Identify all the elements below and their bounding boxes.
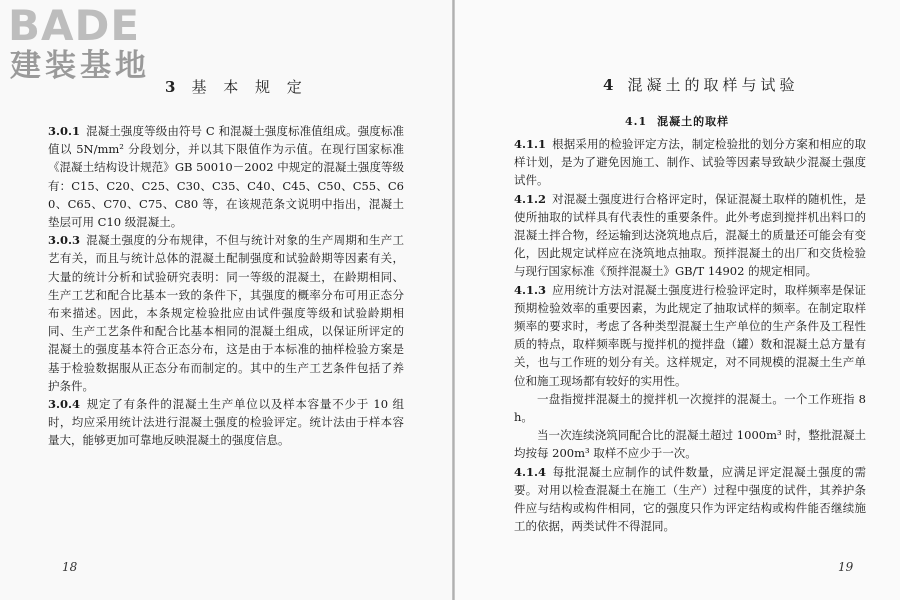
paragraph-text: 混凝土强度等级由符号 C 和混凝土强度标准值组成。强度标准值以 5N/mm² 分段划分，并以其下限值作为示值。在现行国家标准《混凝土结构设计规范》GB 50010－2002 中规定的混凝土强度等级有：C15、C20、C25、C30、C35、C40、C45、C50、C55、C60、C65、C70、C75、C80 等，在该规范条文说明中指出，混凝土垫层可用 C10 级混凝土。 (48, 124, 404, 230)
clause-number: 4.1.3 (514, 282, 547, 297)
paragraph (48, 122, 404, 231)
paragraph (514, 390, 866, 426)
paragraph (514, 426, 866, 462)
paragraph (514, 135, 866, 190)
paragraph-text: 当一次连续浇筑同配合比的混凝土超过 1000m³ 时，整批混凝土均按每 200m³ 取样不应少于一次。 (514, 428, 866, 461)
clause-number: 4.1.4 (514, 464, 547, 479)
paragraph-text: 每批混凝土应制作的试件数量，应满足评定混凝土强度的需要。对用以检查混凝土在施工（生产）过程中强度的试件，其养护条件应与结构或构件相同，它的强度只作为评定结构或构件能否继续施工的依据，两类试件不得混同。 (514, 464, 866, 534)
page-number-left: 18 (62, 560, 78, 574)
paragraph (514, 463, 866, 536)
chapter-heading-right (603, 74, 798, 95)
logo-latin-text: BADE (8, 1, 141, 50)
chapter-title: 混凝土的取样与试验 (627, 76, 799, 94)
paragraph (48, 231, 404, 395)
clause-number: 4.1.1 (514, 137, 547, 151)
paragraph-text: 规定了有条件的混凝土生产单位以及样本容量不少于 10 组时，均应采用统计法进行混凝土强度的检验评定。统计法由于样本容量大，能够更加可靠地反映混凝土的强度信息。 (48, 397, 404, 448)
section-number: 4.1 (625, 115, 648, 128)
logo-chinese-text: 建装基地 (10, 48, 150, 84)
paragraph (514, 190, 866, 281)
paragraph-text: 应用统计方法对混凝土强度进行检验评定时，取样频率是保证预期检验效率的重要因素，为此规定了抽取试样的频率。在制定取样频率的要求时，考虑了各种类型混凝土生产单位的生产条件及工程性质的特点，取样频率既与搅拌机的搅拌盘（罐）数和混凝土总方量有关，也与工作班的划分有关。这样规定，对不同规模的混凝土生产单位和施工现场都有较好的实用性。 (514, 282, 866, 388)
right-body-text (514, 135, 866, 535)
chapter-number: 4 (603, 76, 618, 94)
paragraph-text: 混凝土强度的分布规律，不但与统计对象的生产周期和生产工艺有关，而且与统计总体的混凝土配制强度和试验龄期等因素有关，大量的统计分析和试验研究表明：同一等级的混凝土，在龄期相同、生产工艺和配合比基本一致的条件下，其强度的概率分布可用正态分布来描述。因此，本条规定检验批应由试件强度等级和试验龄期相同、生产工艺条件和配合比基本相同的混凝土组成，以保证所评定的混凝土的强度基本符合正态分布，这是由于本标准的抽样检验方案是基于检验数据服从正态分布而制定的。其中的生产工艺条件包括了养护条件。 (48, 233, 404, 393)
paragraph-text: 根据采用的检验评定方法，制定检验批的划分方案和相应的取样计划，是为了避免因施工、制作、试验等因素导致缺少混凝土强度试件。 (514, 137, 866, 188)
clause-number: 3.0.4 (48, 397, 81, 412)
paragraph (48, 395, 404, 450)
paragraph-text: 对混凝土强度进行合格评定时，保证混凝土取样的随机性，是使所抽取的试样具有代表性的重要条件。此外考虑到搅拌机出料口的混凝土拌合物，经运输到达浇筑地点后，混凝土的质量还可能会有变化，因此规定试样应在浇筑地点抽取。预拌混凝土的出厂和交货检验与现行国家标准《预拌混凝土》GB/T 14902 的规定相同。 (514, 191, 866, 279)
paragraph-text: 一盘指搅拌混凝土的搅拌机一次搅拌的混凝土。一个工作班指 8h。 (514, 391, 866, 425)
clause-number: 3.0.3 (48, 233, 81, 248)
chapter-heading-left (165, 76, 308, 97)
clause-number: 4.1.2 (514, 191, 547, 206)
paragraph (514, 281, 866, 390)
watermark-logo (8, 1, 183, 86)
section-heading (625, 113, 729, 129)
left-body-text (48, 122, 404, 450)
section-title: 混凝土的取样 (657, 115, 730, 128)
clause-number: 3.0.1 (48, 124, 81, 138)
page-number-right: 19 (838, 560, 854, 574)
chapter-number: 3 (165, 78, 182, 96)
chapter-title: 基 本 规 定 (191, 78, 308, 96)
